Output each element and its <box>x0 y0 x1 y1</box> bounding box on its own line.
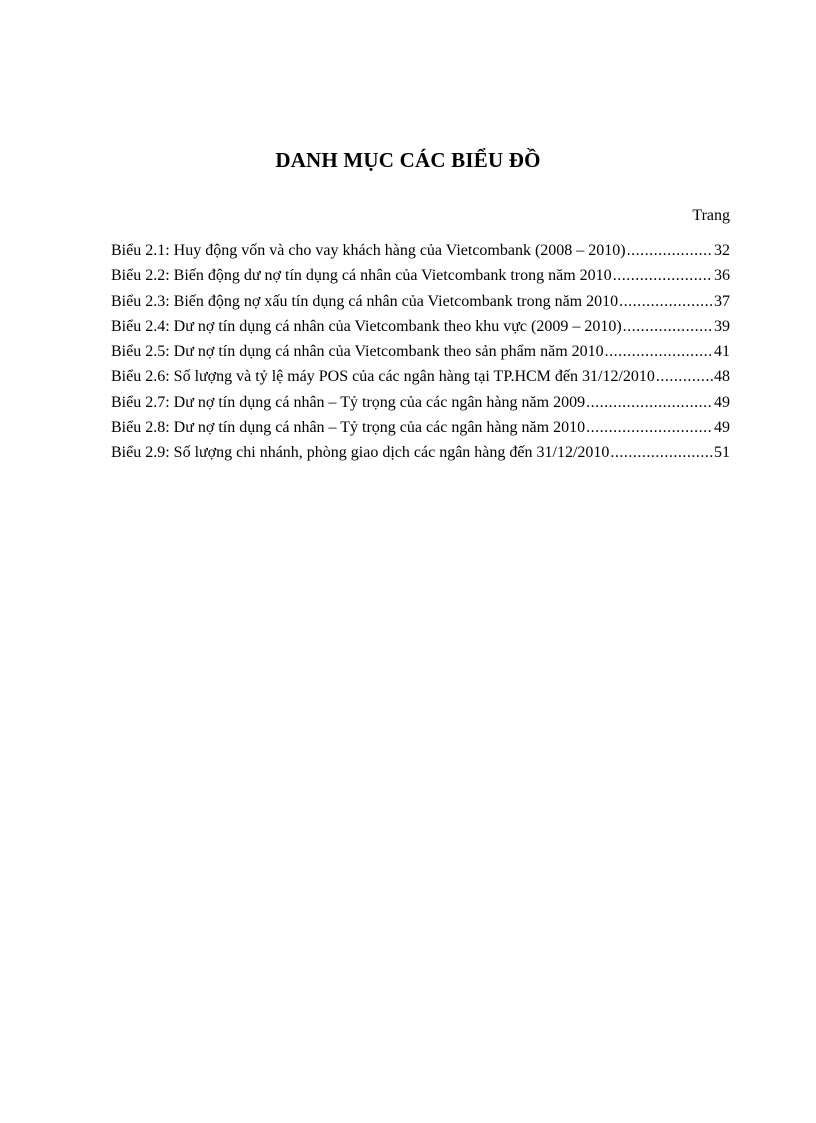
dot-leader <box>586 418 713 438</box>
toc-entry-label: Biểu 2.4: Dư nợ tín dụng cá nhân của Vietcombank theo khu vực (2009 – 2010) <box>111 317 622 335</box>
toc-entry-label: Biểu 2.1: Huy động vốn và cho vay khách hàng của Vietcombank (2008 – 2010) <box>111 242 626 259</box>
dot-leader <box>619 292 713 312</box>
toc-entry-page: 49 <box>714 393 730 411</box>
chart-list <box>111 241 730 469</box>
page-column-label: Trang <box>692 207 730 224</box>
toc-entry-2-6[interactable] <box>111 367 730 392</box>
toc-entry-2-7[interactable] <box>111 393 730 418</box>
toc-entry-label: Biểu 2.6: Số lượng và tỷ lệ máy POS của các ngân hàng tại TP.HCM đến 31/12/2010 <box>111 368 655 386</box>
toc-entry-label: Biểu 2.9: Số lượng chi nhánh, phòng giao dịch các ngân hàng đến 31/12/2010 <box>111 444 610 462</box>
toc-entry-label: Biểu 2.5: Dư nợ tín dụng cá nhân của Vietcombank theo sản phẩm năm 2010 <box>111 343 604 361</box>
toc-entry-2-9[interactable] <box>111 443 730 468</box>
dot-leader <box>605 342 713 362</box>
toc-entry-page: 48 <box>714 368 730 386</box>
toc-entry-page: 37 <box>714 292 730 310</box>
dot-leader <box>656 367 713 387</box>
toc-entry-2-5[interactable] <box>111 342 730 367</box>
dot-leader <box>627 241 713 261</box>
page-title: DANH MỤC CÁC BIỂU ĐỒ <box>275 148 541 173</box>
toc-entry-2-8[interactable] <box>111 418 730 443</box>
toc-entry-page: 36 <box>714 267 730 285</box>
toc-entry-page: 32 <box>714 242 730 259</box>
dot-leader <box>610 443 713 463</box>
toc-entry-label: Biểu 2.8: Dư nợ tín dụng cá nhân – Tỷ trọng của các ngân hàng năm 2010 <box>111 419 586 437</box>
toc-entry-page: 41 <box>714 343 730 361</box>
toc-entry-page: 51 <box>714 444 730 462</box>
toc-entry-page: 49 <box>714 419 730 437</box>
toc-entry-label: Biểu 2.7: Dư nợ tín dụng cá nhân – Tỷ trọng của các ngân hàng năm 2009 <box>111 393 586 411</box>
toc-entry-label: Biểu 2.2: Biến động dư nợ tín dụng cá nhân của Vietcombank trong năm 2010 <box>111 267 612 285</box>
toc-entry-label: Biểu 2.3: Biến động nợ xấu tín dụng cá nhân của Vietcombank trong năm 2010 <box>111 292 619 310</box>
dot-leader <box>623 317 713 337</box>
toc-entry-2-1[interactable] <box>111 241 730 266</box>
toc-entry-page: 39 <box>714 317 730 335</box>
toc-entry-2-3[interactable] <box>111 292 730 317</box>
dot-leader <box>613 266 713 286</box>
toc-entry-2-2[interactable] <box>111 266 730 291</box>
toc-entry-2-4[interactable] <box>111 317 730 342</box>
dot-leader <box>586 393 713 413</box>
